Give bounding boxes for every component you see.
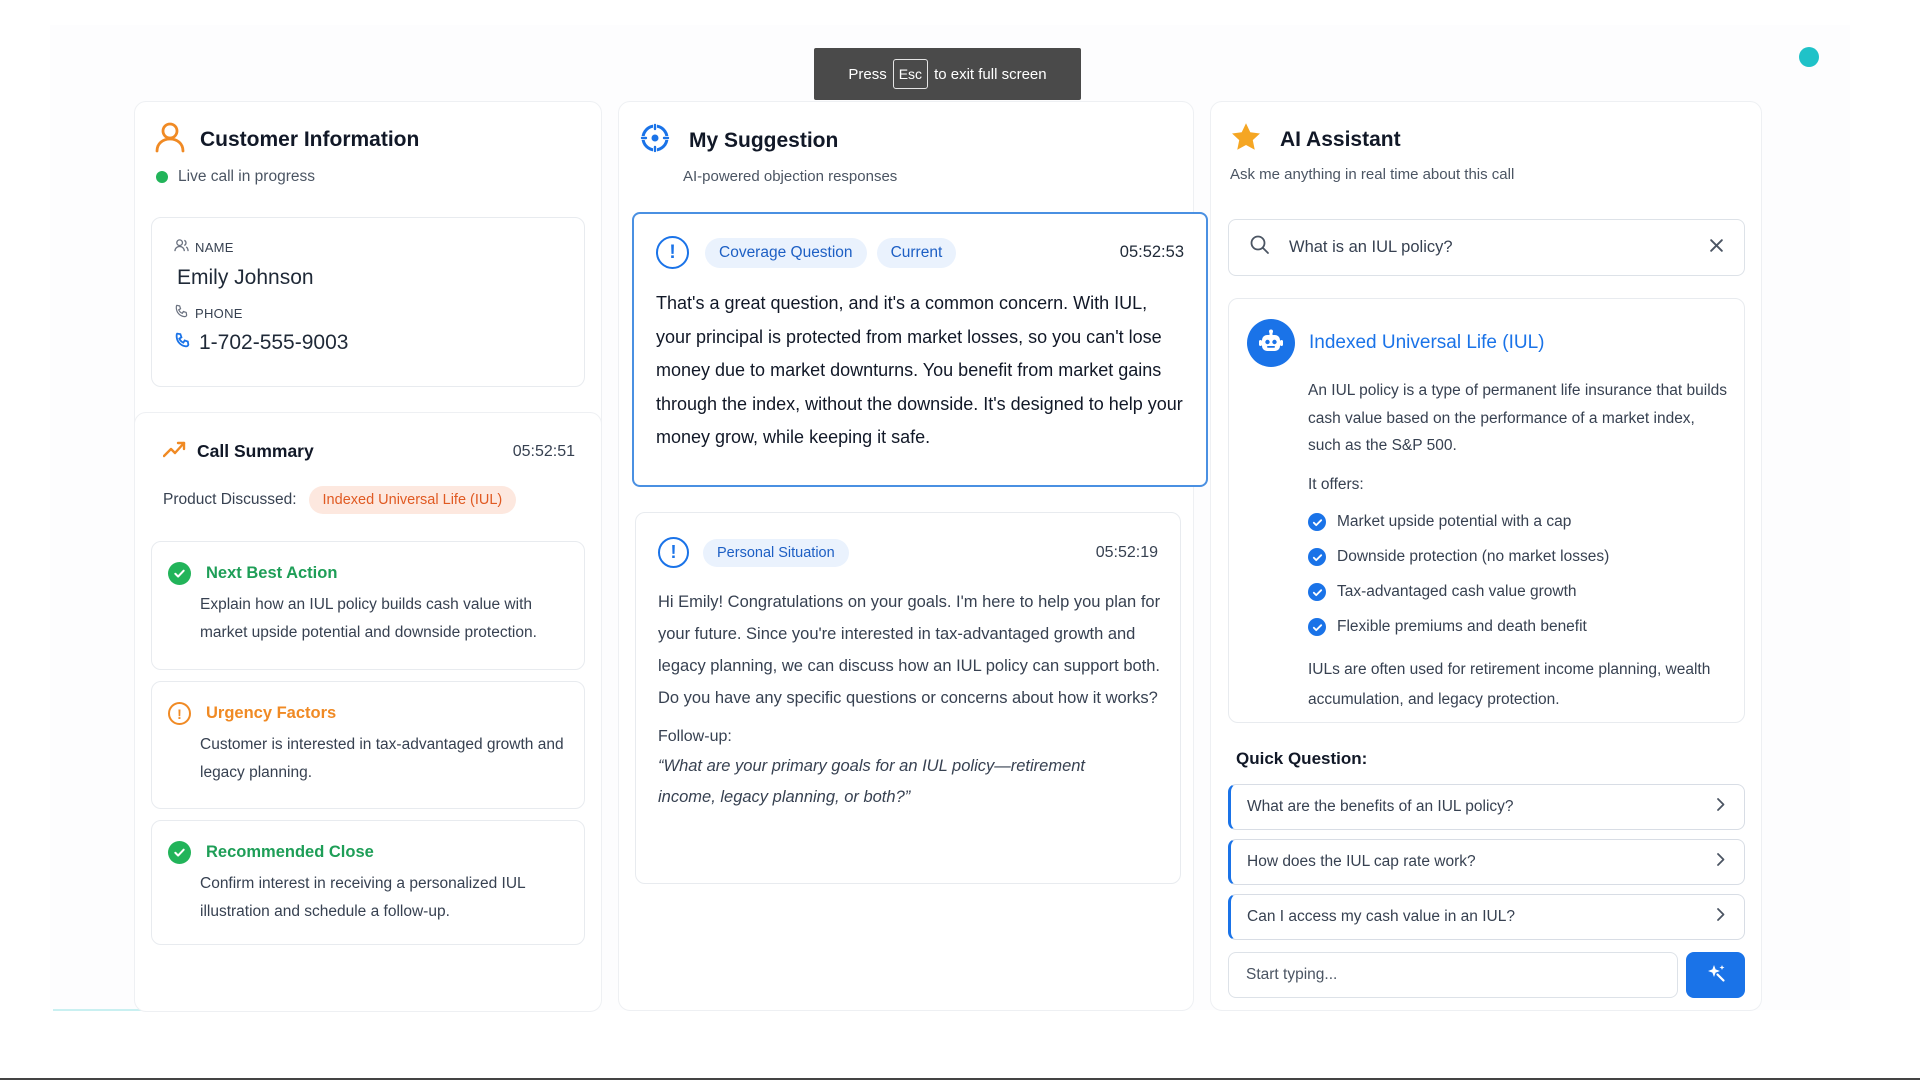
current-suggestion-card[interactable] — [632, 212, 1208, 487]
recommended-close-title-row — [168, 841, 584, 864]
live-status-text: Live call in progress — [178, 168, 315, 185]
chat-input[interactable] — [1228, 952, 1678, 998]
phone-outline-icon — [174, 304, 189, 322]
info-circle-icon: ! — [658, 537, 689, 568]
personal-situation-tag: Personal Situation — [703, 539, 849, 567]
phone-link[interactable] — [174, 331, 562, 355]
suggestion-subtitle: AI-powered objection responses — [683, 168, 898, 185]
phone-label: PHONE — [195, 305, 243, 321]
phone-label-row — [174, 304, 562, 322]
search-icon — [1249, 234, 1271, 261]
call-summary-time: 05:52:51 — [512, 442, 575, 460]
suggestion-title: My Suggestion — [689, 128, 839, 152]
customer-title: Customer Information — [200, 127, 420, 151]
quick-question-item[interactable] — [1228, 894, 1745, 940]
trending-up-icon — [163, 440, 187, 463]
offers-label: It offers: — [1308, 475, 1364, 493]
assistant-subtitle: Ask me anything in real time about this call — [1230, 166, 1515, 183]
current-tag: Current — [877, 238, 957, 268]
previous-suggestion-text: Hi Emily! Congratulations on your goals. I'm here to help you plan for your future. Since you're interested in tax-advantaged growth and legacy planning, we can discuss how an IUL policy can support both. Do you have any specific questions or concerns about how it works? — [658, 593, 1161, 707]
esc-key-badge: Esc — [893, 59, 928, 89]
fullscreen-rest-text: to exit full screen — [934, 65, 1047, 83]
product-row — [163, 486, 516, 514]
check-circle-icon — [1308, 513, 1326, 531]
call-summary-title: Call Summary — [197, 441, 314, 461]
previous-suggestion-card[interactable] — [635, 512, 1181, 884]
info-circle-icon: ! — [656, 236, 689, 269]
urgency-factors-card — [151, 681, 585, 809]
quick-question-item[interactable] — [1228, 839, 1745, 885]
assistant-title: AI Assistant — [1280, 127, 1401, 151]
chevron-right-icon — [1716, 797, 1726, 817]
list-item — [1308, 610, 1722, 645]
user-icon — [154, 121, 186, 158]
list-item — [1308, 540, 1722, 575]
sparkle-send-icon — [1705, 962, 1727, 989]
live-status-dot — [156, 171, 168, 183]
next-best-action-card — [151, 541, 585, 670]
quick-question-text: Can I access my cash value in an IUL? — [1247, 908, 1515, 925]
previous-suggestion-time: 05:52:19 — [1095, 543, 1158, 561]
target-icon — [639, 122, 671, 159]
current-suggestion-time: 05:52:53 — [1119, 243, 1184, 261]
call-summary-header — [163, 440, 575, 463]
alert-circle-icon: ! — [168, 702, 191, 725]
phone-icon — [174, 332, 191, 354]
chat-input-placeholder: Start typing... — [1246, 966, 1338, 983]
quick-question-item[interactable] — [1228, 784, 1745, 830]
check-circle-icon — [168, 562, 191, 585]
followup-text: “What are your primary goals for an IUL policy—retirement income, legacy planning, or both?” — [658, 757, 1086, 806]
answer-card — [1228, 298, 1745, 723]
customer-name: Emily Johnson — [177, 266, 314, 289]
name-label: NAME — [195, 239, 234, 255]
star-icon — [1230, 122, 1262, 157]
product-label: Product Discussed: — [163, 491, 297, 508]
quick-question-text: What are the benefits of an IUL policy? — [1247, 798, 1514, 815]
quick-question-text: How does the IUL cap rate work? — [1247, 853, 1476, 870]
offer-text: Flexible premiums and death benefit — [1337, 618, 1587, 635]
check-circle-icon — [1308, 618, 1326, 636]
person-icon — [174, 238, 189, 256]
list-item — [1308, 575, 1722, 610]
check-circle-icon — [1308, 548, 1326, 566]
recommended-close-title: Recommended Close — [206, 843, 374, 861]
urgency-factors-title-row — [168, 702, 584, 725]
answer-title: Indexed Universal Life (IUL) — [1309, 332, 1545, 353]
recommended-close-body: Confirm interest in receiving a personalized IUL illustration and schedule a follow-up. — [200, 875, 526, 920]
offer-text: Tax-advantaged cash value growth — [1337, 583, 1577, 600]
chevron-right-icon — [1716, 852, 1726, 872]
name-label-row — [174, 238, 562, 256]
assistant-search-box[interactable] — [1228, 219, 1745, 276]
suggestion-header — [639, 122, 897, 185]
next-best-action-body: Explain how an IUL policy builds cash value with market upside potential and downside protection. — [200, 596, 537, 641]
answer-intro: An IUL policy is a type of permanent life insurance that builds cash value based on the performance of a market index, such as the S&P 500. — [1308, 382, 1728, 454]
next-best-action-title-row — [168, 562, 584, 585]
customer-header — [154, 121, 419, 186]
product-badge: Indexed Universal Life (IUL) — [309, 486, 517, 514]
followup-label: Follow-up: — [658, 728, 732, 745]
recording-indicator — [1799, 47, 1819, 67]
send-button[interactable] — [1686, 952, 1745, 998]
urgency-factors-title: Urgency Factors — [206, 704, 337, 722]
offers-list — [1308, 505, 1722, 645]
check-circle-icon — [1308, 583, 1326, 601]
offer-text: Downside protection (no market losses) — [1337, 548, 1610, 565]
coverage-question-tag: Coverage Question — [705, 238, 867, 268]
urgency-factors-body: Customer is interested in tax-advantaged growth and legacy planning. — [200, 736, 564, 781]
contact-card — [151, 217, 585, 387]
close-icon[interactable] — [1709, 238, 1724, 258]
fullscreen-notice — [814, 48, 1081, 100]
chevron-right-icon — [1716, 907, 1726, 927]
recommended-close-card — [151, 820, 585, 945]
customer-phone: 1-702-555-9003 — [199, 331, 349, 354]
list-item — [1308, 505, 1722, 540]
offer-text: Market upside potential with a cap — [1337, 513, 1572, 530]
fullscreen-press-text: Press — [848, 65, 887, 83]
check-circle-icon — [168, 841, 191, 864]
robot-icon — [1247, 319, 1295, 367]
search-input[interactable]: What is an IUL policy? — [1289, 238, 1453, 256]
quick-question-title: Quick Question: — [1236, 749, 1368, 768]
assistant-header — [1230, 122, 1514, 183]
current-suggestion-text: That's a great question, and it's a common concern. With IUL, your principal is protected from market losses, so you can't lose money due to market downturns. You benefit from market gains through the index, without the downside. It's designed to help your money grow, while keeping it safe. — [656, 293, 1183, 447]
next-best-action-title: Next Best Action — [206, 564, 338, 582]
answer-outro: IULs are often used for retirement income planning, wealth accumulation, and legacy protection. — [1308, 660, 1711, 708]
